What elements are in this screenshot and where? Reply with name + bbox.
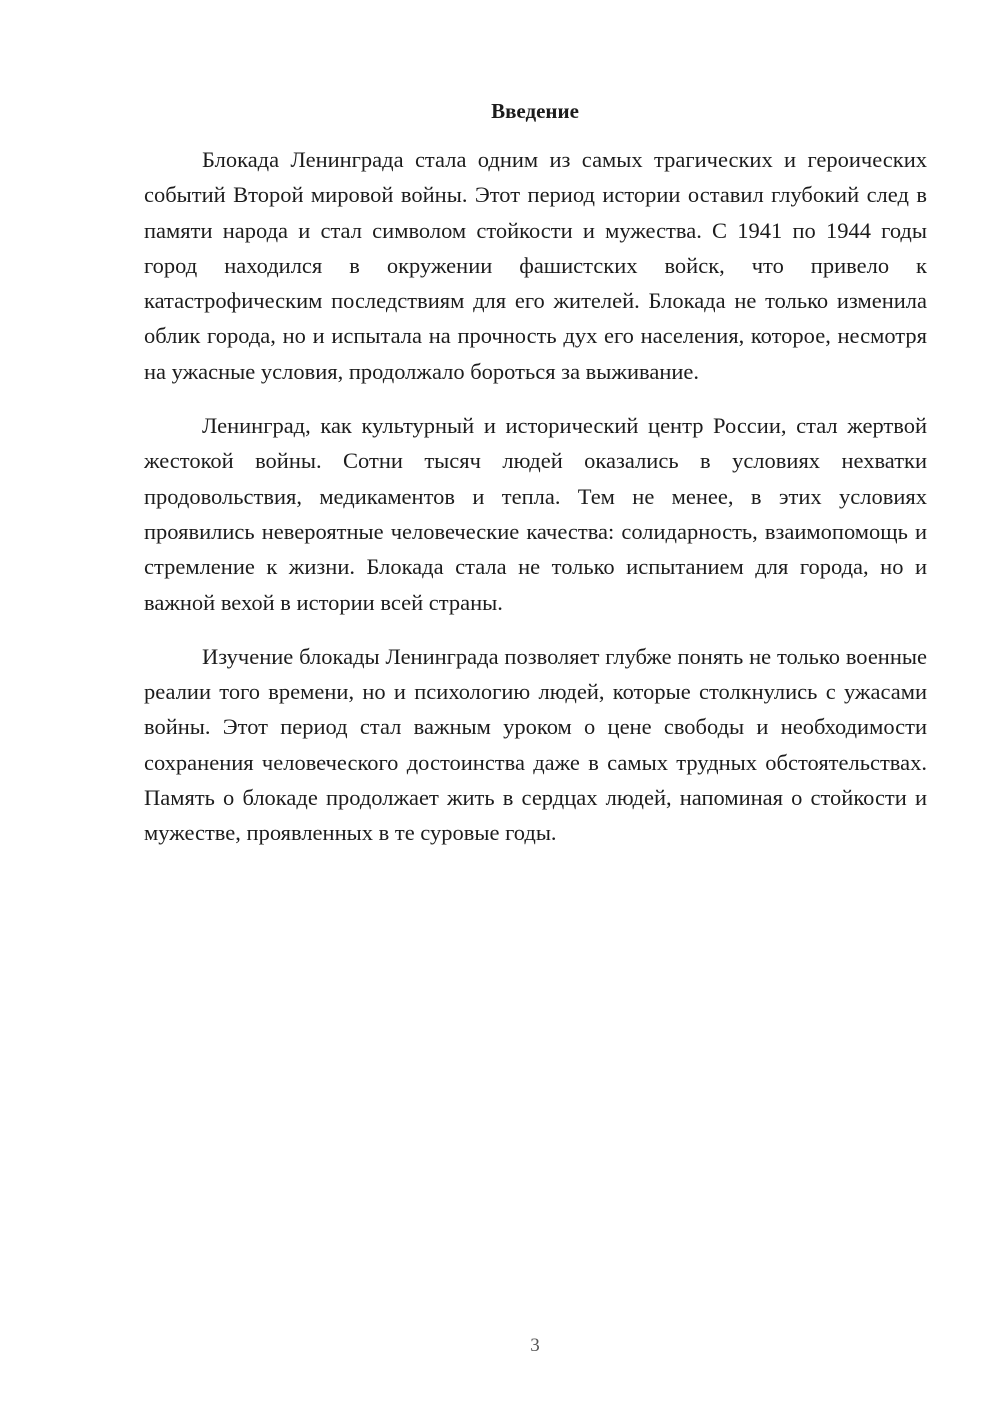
paragraph-1: Блокада Ленинграда стала одним из самых трагических и героических событий Второй мировой войны. Этот период истории оставил глубокий след в памяти народа и стал символом стойкости и мужества. С 1941 по 1944 годы город находился в окружении фашистских войск, что привело к катастрофическим последствиям для его жителей. Блокада не только изменила облик города, но и испытала на прочность дух его населения, которое, несмотря на ужасные условия, продолжало бороться за выживание. <box>144 147 927 384</box>
page-number: 3 <box>530 1335 540 1356</box>
paragraph-3: Изучение блокады Ленинграда позволяет глубже понять не только военные реалии того времени, но и психологию людей, которые столкнулись с ужасами войны. Этот период стал важным уроком о цене свободы и необходимости сохранения человеческого достоинства даже в самых трудных обстоятельствах. Память о блокаде продолжает жить в сердцах людей, напоминая о стойкости и мужестве, проявленных в те суровые годы. <box>144 643 927 846</box>
paragraph-2: Ленинград, как культурный и исторический центр России, стал жертвой жестокой войны. Сотни тысяч людей оказались в условиях нехватки продовольствия, медикаментов и тепла. Тем не менее, в этих условиях проявились невероятные человеческие качества: солидарность, взаимопомощь и стремление к жизни. Блокада стала не только испытанием для города, но и важной вехой в истории всей страны. <box>144 413 927 615</box>
body-text <box>144 142 927 870</box>
page-title: Введение <box>491 99 579 123</box>
